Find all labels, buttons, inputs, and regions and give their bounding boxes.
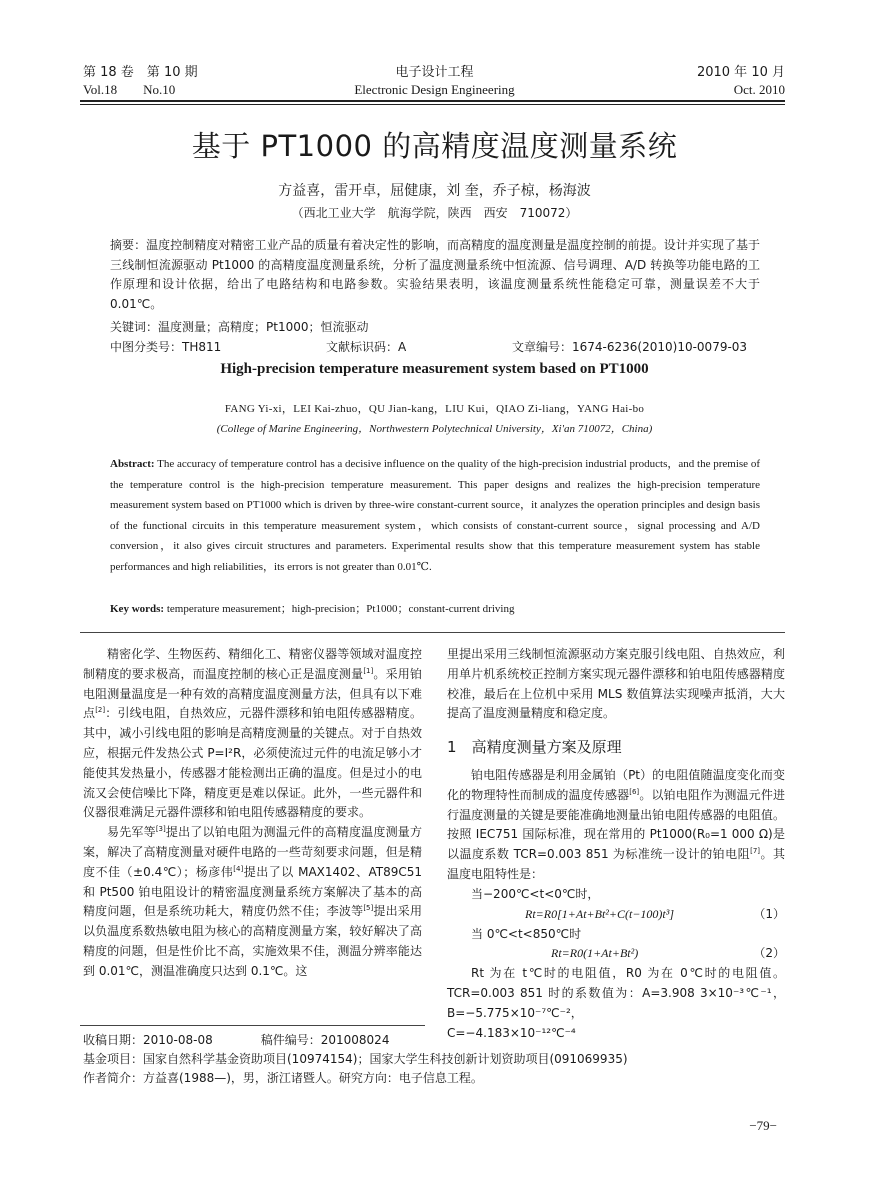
text-run: 精密化学、生物医药、精细化工、精密仪器等领域对温度控制精度的要求极高，而温度控制的核心正是温度测量 <box>83 647 422 681</box>
equation-2-body: Rt=R0(1+At+Bt²) <box>551 946 639 961</box>
section-number: 1 <box>447 738 457 757</box>
citation: [5] <box>363 904 374 913</box>
en-keywords-label: Key words: <box>110 603 165 615</box>
en-abstract-label: Abstract: <box>110 458 155 470</box>
authors: 方益喜，雷开卓，屈健康，刘 奎，乔子椋，杨海波 <box>278 183 591 199</box>
body-paragraph <box>83 823 422 981</box>
cn-keywords-label: 关键词： <box>110 320 159 334</box>
body-paragraph <box>447 766 785 885</box>
right-column <box>447 645 785 1044</box>
publication-date <box>697 64 785 98</box>
section-heading <box>447 738 785 758</box>
citation: [1] <box>363 666 374 675</box>
body-paragraph-cont: C=−4.183×10⁻¹²℃⁻⁴ <box>447 1025 576 1040</box>
article-number-value: 1674-6236(2010)10-0079-03 <box>572 340 748 354</box>
en-title: High-precision temperature measurement system based on PT1000 <box>220 361 649 377</box>
text-run: 铂电阻传感器是利用金属铂（Pt）的电阻值随温度变化而变化的物理特性而制成的温度传感器 <box>447 767 785 802</box>
doc-code-label: 文献标识码： <box>326 340 399 354</box>
volume-issue-en: Vol.18 No.10 <box>83 82 176 97</box>
paper-title: 基于 PT1000 的高精度温度测量系统 <box>191 129 678 163</box>
condition-1: 当−200℃<t<0℃时， <box>471 886 600 901</box>
volume-issue-cn: 第 18 卷 第 10 期 <box>83 65 198 80</box>
left-column <box>83 645 422 982</box>
cn-abstract-text: 温度控制精度对精密工业产品的质量有着决定性的影响，而高精度的温度测量是温度控制的前提。设计并实现了基于三线制恒流源驱动 Pt1000 的高精度温度测量系统，分析了温度测量系统中恒流源、信号调理、A/D 转换等功能电路的工作原理和设计依据，给出了电路结构和电路参数。实验结果表明，该温度测量系统性能稳定可靠，测量误差不大于 0.01℃。 <box>110 238 760 311</box>
abstract-rule <box>80 632 785 633</box>
fund-info: 基金项目：国家自然科学基金资助项目(10974154)；国家大学生科技创新计划资助项目(091069935) <box>83 1052 628 1066</box>
equation-1-body: Rt=R0[1+At+Bt²+C(t−100)t³] <box>525 906 675 921</box>
citation: [2] <box>95 706 106 715</box>
text-run: 。其温度电阻特性是： <box>447 847 785 881</box>
equation-1 <box>447 905 785 925</box>
en-abstract-text: The accuracy of temperature control has a decisive influence on the quality of the high-precision industrial products，and the premise of the temperature control is the high-precision temperature measurement. This paper designs and realizes the high-precision temperature measurement system based on PT1000 which is driven by three-wire constant-current source，it analyzes the operation principles and design basis of the functional circuits in this temperature measurement system，which consists of constant-current source，signal processing and A/D conversion，it also gives circuit structures and parameters. Experimental results show that this temperature measurement system has stable performances and high reliabilities，its errors is not greater than 0.01℃. <box>110 458 760 573</box>
equation-2-number: （2） <box>753 946 785 961</box>
clc-value: TH811 <box>182 340 222 354</box>
text-run: ：引线电阻，自热效应，元器件漂移和铂电阻传感器精度。其中，减小引线电阻的影响是高精度测量的关键点。对于自热效应，根据元件发热公式 P=I²R，必须使流过元件的电流足够小才能使其发热量小，传感器才能检测出正确的温度。但是过小的电流又会使信噪比下降，精度更是难以保证。此外，一些元器件和仪器很难满足元器件漂移和铂电阻传感器精度的要求。 <box>83 706 422 820</box>
body-paragraph <box>83 645 422 823</box>
affiliation: （西北工业大学 航海学院，陕西 西安 710072） <box>291 206 578 220</box>
received-date: 收稿日期：2010-08-08 稿件编号：201008024 <box>83 1033 390 1047</box>
body-paragraph: Rt 为在 t℃时的电阻值，R0 为在 0℃时的电阻值。TCR=0.003 851 时的系数值为：A=3.908 3×10⁻³℃⁻¹，B=−5.775×10⁻⁷℃⁻²， <box>447 966 785 1020</box>
article-number-label: 文章编号： <box>512 340 573 354</box>
text-run: 提出采用以负温度系数热敏电阻为核心的高精度测量方案，较好解决了高精度的问题，但是性价比不高，实施效果不佳，测温分辨率能达到 0.01℃，测温准确度只达到 0.1℃。这 <box>83 904 422 978</box>
text-run: 。采用铂电阻测量温度是一种有效的高精度温度测量方法，但具有以下难点 <box>83 666 422 721</box>
equation-2 <box>447 944 785 964</box>
cn-abstract <box>110 236 760 314</box>
footnote-rule <box>80 1025 425 1026</box>
document-code <box>326 338 406 357</box>
condition-2: 当 0℃<t<850℃时 <box>471 926 582 941</box>
equation-1-number: （1） <box>753 906 785 921</box>
author-bio: 作者简介：方益喜(1988—)，男，浙江诸暨人。研究方向：电子信息工程。 <box>83 1071 483 1085</box>
cn-keywords-text: 温度测量；高精度；Pt1000；恒流驱动 <box>158 320 369 334</box>
text-run: 易先军等 <box>107 825 156 840</box>
publication-date-en: Oct. 2010 <box>733 82 785 97</box>
text-run: 提出了以铂电阻为测温元件的高精度温度测量方案，解决了高精度测量对硬件电路的一些苛刻要求问题，但是精度不佳（±0.4℃）；杨彦伟 <box>83 825 422 879</box>
publication-date-cn: 2010 年 10 月 <box>696 65 785 80</box>
body-paragraph: 里提出采用三线制恒流源驱动方案克服引线电阻、自热效应，利用单片机系统校正控制方案实现元器件漂移和铂电阻传感器精度校准，最后在上位机中采用 MLS 数值算法实现噪声抵消，大大提高了温度测量精度和稳定度。 <box>447 647 785 721</box>
citation: [7] <box>750 847 761 856</box>
section-title: 高精度测量方案及原理 <box>471 738 622 757</box>
en-authors: FANG Yi-xi，LEI Kai-zhuo，QU Jian-kang，LIU Kui，QIAO Zi-liang，YANG Hai-bo <box>224 403 645 415</box>
en-abstract <box>110 454 760 578</box>
page-number: −79− <box>749 1118 777 1133</box>
cn-abstract-label: 摘要： <box>110 238 147 252</box>
clc-number <box>110 338 221 357</box>
text-run: 。以铂电阻作为测温元件进行温度测量的关键是要能准确地测量出铂电阻传感器的电阻值。按照 IEC751 国际标准，现在常用的 Pt1000(R₀=1 000 Ω)是以温度系数 TCR=0.003 851 为标准统一设计的铂电阻 <box>447 787 785 862</box>
journal-name-cn: 电子设计工程 <box>395 65 474 80</box>
header-rule <box>80 100 785 102</box>
cn-keywords <box>110 318 369 337</box>
en-keywords-text: temperature measurement；high-precision；Pt1000；constant-current driving <box>166 603 515 615</box>
journal-name-en: Electronic Design Engineering <box>354 82 515 97</box>
citation: [4] <box>233 864 244 873</box>
en-keywords <box>110 600 760 616</box>
clc-label: 中图分类号： <box>110 340 183 354</box>
citation: [6] <box>629 787 640 796</box>
citation: [3] <box>155 825 166 834</box>
header-rule-thin <box>80 104 785 105</box>
article-number <box>512 338 747 357</box>
doc-code-value: A <box>398 340 407 354</box>
en-affiliation: (College of Marine Engineering，Northwestern Polytechnical University，Xi'an 710072，China) <box>216 423 653 435</box>
text-run: 提出了以 MAX1402、AT89C51 和 Pt500 铂电阻设计的精密温度测量系统方案解决了基本的高精度问题，但是系统功耗大，精度仍然不佳；李波等 <box>83 864 422 919</box>
